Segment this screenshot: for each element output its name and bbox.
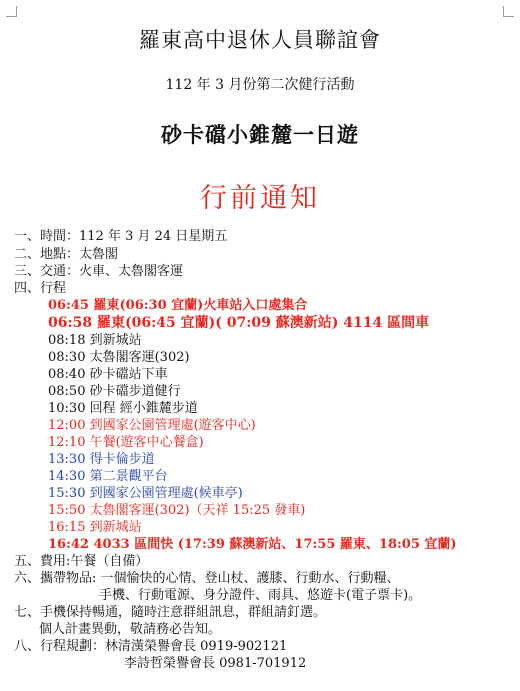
schedule-item: 10:30 回程 經小錐麓步道 — [48, 401, 198, 416]
planner-item-continued: 李詩哲榮譽會長 0981-701912 — [124, 656, 307, 671]
schedule-item: 08:30 太魯閣客運(302) — [48, 350, 190, 365]
trip-title: 砂卡礑小錐麓一日遊 — [161, 122, 359, 147]
place-item: 二、地點：太魯閣 — [14, 247, 119, 262]
organization-title: 羅東高中退休人員聯誼會 — [139, 28, 381, 52]
phone-item-continued: 個人計畫異動，敬請務必告知。 — [39, 622, 222, 637]
schedule-item: 06:58 羅東(06:45 宜蘭)( 07:09 蘇澳新站) 4114 區間車 — [48, 315, 430, 331]
schedule-item: 14:30 第二景觀平台 — [48, 469, 168, 484]
bring-item: 六、攜帶物品: 一個愉快的心情、登山杖、護膝、行動水、行動糧、 — [14, 571, 400, 586]
schedule-item: 12:10 午餐(遊客中心餐盒) — [48, 435, 204, 450]
activity-subtitle: 112 年 3 月份第二次健行活動 — [165, 77, 355, 93]
planner-item: 八、行程規劃：林清漢榮譽會長 0919-902121 — [14, 639, 288, 654]
schedule-item: 15:50 太魯閣客運(302)（天祥 15:25 發車) — [48, 503, 306, 518]
transport-item: 三、交通：火車、太魯閣客運 — [14, 264, 184, 279]
itinerary-heading: 四、行程 — [14, 281, 67, 296]
schedule-item: 13:30 得卡倫步道 — [48, 452, 155, 467]
schedule-item: 16:15 到新城站 — [48, 520, 142, 535]
schedule-item: 08:18 到新城站 — [48, 333, 142, 348]
bring-item-continued: 手機、行動電源、身分證件、雨具、悠遊卡(電子票卡)。 — [99, 588, 422, 603]
schedule-item: 15:30 到國家公園管理處(候車亭) — [48, 486, 243, 501]
fee-item: 五、費用:午餐（自備） — [14, 554, 149, 569]
schedule-item: 08:50 砂卡礑步道健行 — [48, 384, 181, 399]
time-item: 一、時間：112 年 3 月 24 日星期五 — [14, 229, 228, 244]
notice-heading: 行前通知 — [200, 183, 320, 214]
phone-item: 七、手機保持暢通，隨時注意群組訊息，群組請釘選。 — [14, 605, 327, 620]
schedule-item: 16:42 4033 區間快 (17:39 蘇澳新站、17:55 羅東、18:05 宜蘭) — [48, 537, 457, 552]
schedule-item: 08:40 砂卡礑站下車 — [48, 367, 168, 382]
schedule-item: 12:00 到國家公園管理處(遊客中心) — [48, 418, 256, 433]
page-corner-mark — [503, 6, 514, 17]
page-corner-mark — [6, 6, 17, 17]
schedule-item: 06:45 羅東(06:30 宜蘭)火車站入口處集合 — [48, 298, 308, 313]
